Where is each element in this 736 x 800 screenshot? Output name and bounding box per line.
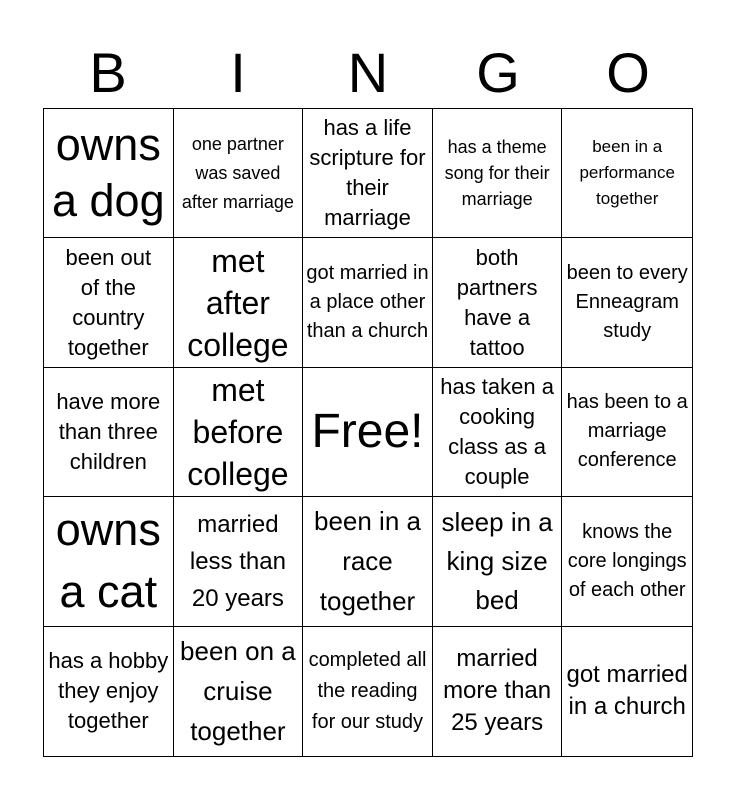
bingo-cell[interactable] — [174, 109, 304, 238]
bingo-cell[interactable] — [44, 368, 174, 497]
cell-text: owns a dog — [51, 119, 165, 227]
bingo-cell[interactable] — [433, 368, 563, 497]
bingo-cell[interactable] — [562, 497, 692, 626]
cell-text: owns a cat — [55, 504, 161, 618]
cell-text: has a life scripture for their marriage — [309, 115, 426, 231]
bingo-cell[interactable] — [174, 497, 304, 626]
bingo-cell[interactable] — [44, 238, 174, 367]
bingo-cell[interactable] — [433, 497, 563, 626]
bingo-cell[interactable] — [44, 109, 174, 238]
cell-text: has a theme song for their marriage — [444, 137, 550, 210]
bingo-cell[interactable] — [433, 627, 563, 756]
bingo-cell[interactable] — [303, 109, 433, 238]
cell-text: knows the core longings of each other — [567, 520, 687, 601]
bingo-board — [43, 108, 693, 757]
title-letter-b: B — [89, 41, 127, 104]
bingo-cell[interactable] — [174, 368, 304, 497]
title-letter-i: I — [230, 41, 246, 104]
cell-text: been on a cruise together — [180, 636, 296, 747]
bingo-title — [43, 40, 693, 106]
bingo-cell[interactable] — [433, 238, 563, 367]
cell-text: been to every Enneagram study — [566, 262, 688, 343]
bingo-cell[interactable] — [562, 238, 692, 367]
bingo-cell[interactable] — [433, 109, 563, 238]
cell-text: been out of the country together — [65, 244, 152, 360]
cell-text: married more than 25 years — [443, 645, 552, 737]
bingo-cell[interactable] — [562, 627, 692, 756]
title-letter-g: G — [476, 41, 520, 104]
cell-text: has been to a marriage conference — [566, 391, 688, 472]
cell-text: met before college — [187, 372, 289, 492]
bingo-cell[interactable] — [303, 238, 433, 367]
cell-text: sleep in a king size bed — [441, 506, 553, 615]
cell-text: got married in a church — [566, 661, 688, 721]
cell-text: met after college — [187, 242, 289, 363]
cell-text: has taken a cooking class as a couple — [440, 373, 554, 489]
free-cell[interactable] — [303, 368, 433, 497]
title-letter-o: O — [606, 41, 650, 104]
cell-text: both partners have a tattoo — [456, 244, 538, 360]
bingo-cell[interactable] — [303, 497, 433, 626]
cell-text: got married in a place other than a church — [306, 262, 429, 343]
cell-text: been in a race together — [313, 506, 421, 617]
bingo-cell[interactable] — [174, 627, 304, 756]
cell-text: been in a performance together — [579, 137, 675, 209]
cell-text: one partner was saved after marriage — [181, 133, 294, 212]
cell-text: has a hobby they enjoy together — [48, 648, 169, 734]
cell-text: have more than three children — [56, 388, 161, 474]
bingo-cell[interactable] — [303, 627, 433, 756]
title-letter-n: N — [347, 41, 389, 104]
bingo-cell[interactable] — [562, 368, 692, 497]
bingo-cell[interactable] — [562, 109, 692, 238]
cell-text: married less than 20 years — [189, 510, 286, 612]
bingo-cell[interactable] — [44, 497, 174, 626]
bingo-cell[interactable] — [44, 627, 174, 756]
bingo-cell[interactable] — [174, 238, 304, 367]
cell-text: completed all the reading for our study — [308, 648, 427, 733]
cell-text: Free! — [311, 404, 424, 458]
